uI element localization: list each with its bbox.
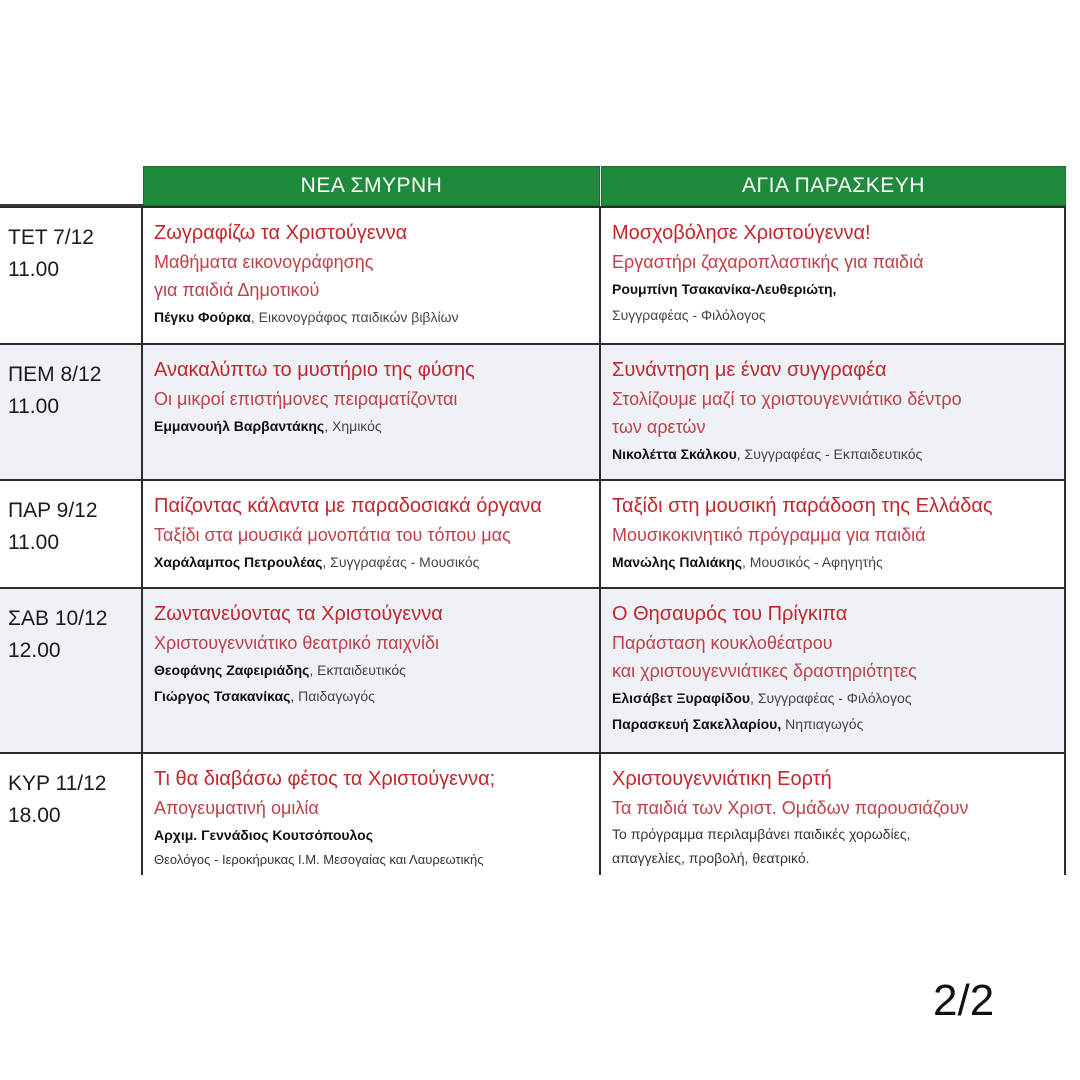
person-role: , Εκπαιδευτικός — [309, 662, 406, 678]
event-agia-paraskevi — [601, 481, 1066, 587]
event-nea-smyrni — [143, 481, 601, 587]
event-person — [154, 304, 599, 330]
event-subtitle: για παιδιά Δημοτικού — [154, 280, 320, 300]
event-person — [612, 711, 1064, 737]
event-title: Ανακαλύπτω το μυστήριο της φύσης — [154, 359, 475, 381]
person-role: , Εικονογράφος παιδικών βιβλίων — [250, 309, 459, 325]
event-subtitle: Απογευματινή ομιλία — [154, 798, 319, 818]
date-day: ΤΕΤ 7/12 — [8, 226, 94, 249]
event-title: Ζωντανεύοντας τα Χριστούγεννα — [154, 603, 443, 625]
event-title: Χριστουγεννιάτικη Εορτή — [612, 768, 832, 790]
table-row — [0, 206, 1066, 345]
event-subtitle: Οι μικροί επιστήμονες πειραματίζονται — [154, 389, 458, 409]
date-day: ΠΑΡ 9/12 — [8, 499, 98, 522]
person-name: Ρουμπίνη Τσακανίκα-Λευθεριώτη, — [612, 281, 837, 297]
person-name: Αρχιμ. Γεννάδιος Κουτσόπουλος — [154, 827, 373, 843]
event-person-role — [612, 302, 1064, 328]
event-subtitle: Εργαστήρι ζαχαροπλαστικής για παιδιά — [612, 252, 924, 272]
event-title: Παίζοντας κάλαντα με παραδοσιακά όργανα — [154, 495, 542, 517]
date-cell — [0, 208, 143, 343]
date-time: 11.00 — [8, 258, 59, 281]
event-person — [154, 683, 599, 709]
date-cell — [0, 481, 143, 587]
event-subtitle: των αρετών — [612, 417, 706, 437]
table-row — [0, 754, 1066, 875]
event-nea-smyrni — [143, 208, 601, 343]
person-role: , Παιδαγωγός — [290, 688, 375, 704]
schedule-table — [0, 166, 1066, 875]
event-title: Τι θα διαβάσω φέτος τα Χριστούγεννα; — [154, 768, 496, 790]
date-day: ΣΑΒ 10/12 — [8, 607, 108, 630]
event-person-role: Θεολόγος - Ιεροκήρυκας Ι.Μ. Μεσογαίας και Λαυρεωτικής — [154, 852, 484, 867]
event-person — [154, 657, 599, 683]
date-day: ΠΕΜ 8/12 — [8, 363, 102, 386]
person-name: Θεοφάνης Ζαφειριάδης — [154, 662, 310, 678]
page-number: 2/2 — [933, 976, 995, 1025]
event-person — [154, 822, 599, 848]
event-subtitle: Ταξίδι στα μουσικά μονοπάτια του τόπου μας — [154, 525, 511, 545]
table-row — [0, 589, 1066, 754]
event-person — [154, 413, 599, 439]
event-agia-paraskevi — [601, 754, 1066, 875]
table-row — [0, 345, 1066, 481]
person-role: , Μουσικός - Αφηγητής — [742, 554, 883, 570]
event-agia-paraskevi — [601, 208, 1066, 343]
event-title: Ζωγραφίζω τα Χριστούγεννα — [154, 222, 408, 244]
event-subtitle: Μαθήματα εικονογράφησης — [154, 252, 374, 272]
event-nea-smyrni — [143, 345, 601, 479]
event-title: Ο Θησαυρός του Πρίγκιπα — [612, 603, 848, 625]
table-header — [0, 166, 1066, 206]
person-name: Χαράλαμπος Πετρουλέας — [154, 554, 323, 570]
event-person — [612, 441, 1064, 467]
person-name: Νικολέττα Σκάλκου — [612, 446, 737, 462]
person-name: Γιώργος Τσακανίκας — [154, 688, 291, 704]
event-subtitle: και χριστουγεννιάτικες δραστηριότητες — [612, 661, 917, 681]
event-title: Μοσχοβόλησε Χριστούγεννα! — [612, 222, 871, 244]
event-subtitle: Τα παιδιά των Χριστ. Ομάδων παρουσιάζουν — [612, 798, 969, 818]
person-name: Πέγκυ Φούρκα — [154, 309, 251, 325]
person-role: , Συγγραφέας - Εκπαιδευτικός — [736, 446, 923, 462]
event-title: Ταξίδι στη μουσική παράδοση της Ελλάδας — [612, 495, 993, 517]
person-name: Μανώλης Παλιάκης — [612, 554, 743, 570]
header-nea-smyrni: ΝΕΑ ΣΜΥΡΝΗ — [143, 166, 600, 206]
date-time: 12.00 — [8, 639, 61, 662]
date-cell — [0, 345, 143, 479]
date-time: 11.00 — [8, 531, 59, 554]
date-time: 11.00 — [8, 395, 59, 418]
person-role: , Συγγραφέας - Φιλόλογος — [750, 690, 912, 706]
person-role: Συγγραφέας - Φιλόλογος — [612, 307, 766, 323]
date-cell — [0, 589, 143, 752]
event-subtitle: Μουσικοκινητικό πρόγραμμα για παιδιά — [612, 525, 926, 545]
person-name: Εμμανουήλ Βαρβαντάκης — [154, 418, 325, 434]
event-subtitle: Παράσταση κουκλοθέατρου — [612, 633, 833, 653]
table-row — [0, 481, 1066, 589]
event-person — [154, 549, 599, 575]
event-subtitle: Χριστουγεννιάτικο θεατρικό παιχνίδι — [154, 633, 440, 653]
event-person — [612, 549, 1064, 575]
event-person — [612, 276, 1064, 302]
event-note: απαγγελίες, προβολή, θεατρικό. — [612, 850, 810, 866]
event-nea-smyrni — [143, 754, 601, 875]
event-nea-smyrni — [143, 589, 601, 752]
person-role: Νηπιαγωγός — [781, 716, 864, 732]
person-name: Παρασκευή Σακελλαρίου, — [612, 716, 782, 732]
date-day: ΚΥΡ 11/12 — [8, 772, 107, 795]
date-cell — [0, 754, 143, 875]
event-agia-paraskevi — [601, 345, 1066, 479]
date-time: 18.00 — [8, 804, 61, 827]
event-person — [612, 685, 1064, 711]
person-role: , Συγγραφέας - Μουσικός — [322, 554, 480, 570]
event-note: Το πρόγραμμα περιλαμβάνει παιδικές χορωδίες, — [612, 826, 911, 842]
person-name: Ελισάβετ Ξυραφίδου — [612, 690, 751, 706]
event-subtitle: Στολίζουμε μαζί το χριστουγεννιάτικο δέντρο — [612, 389, 962, 409]
event-agia-paraskevi — [601, 589, 1066, 752]
person-role: , Χημικός — [324, 418, 382, 434]
header-agia-paraskevi: ΑΓΙΑ ΠΑΡΑΣΚΕΥΗ — [601, 166, 1066, 206]
event-title: Συνάντηση με έναν συγγραφέα — [612, 359, 887, 381]
